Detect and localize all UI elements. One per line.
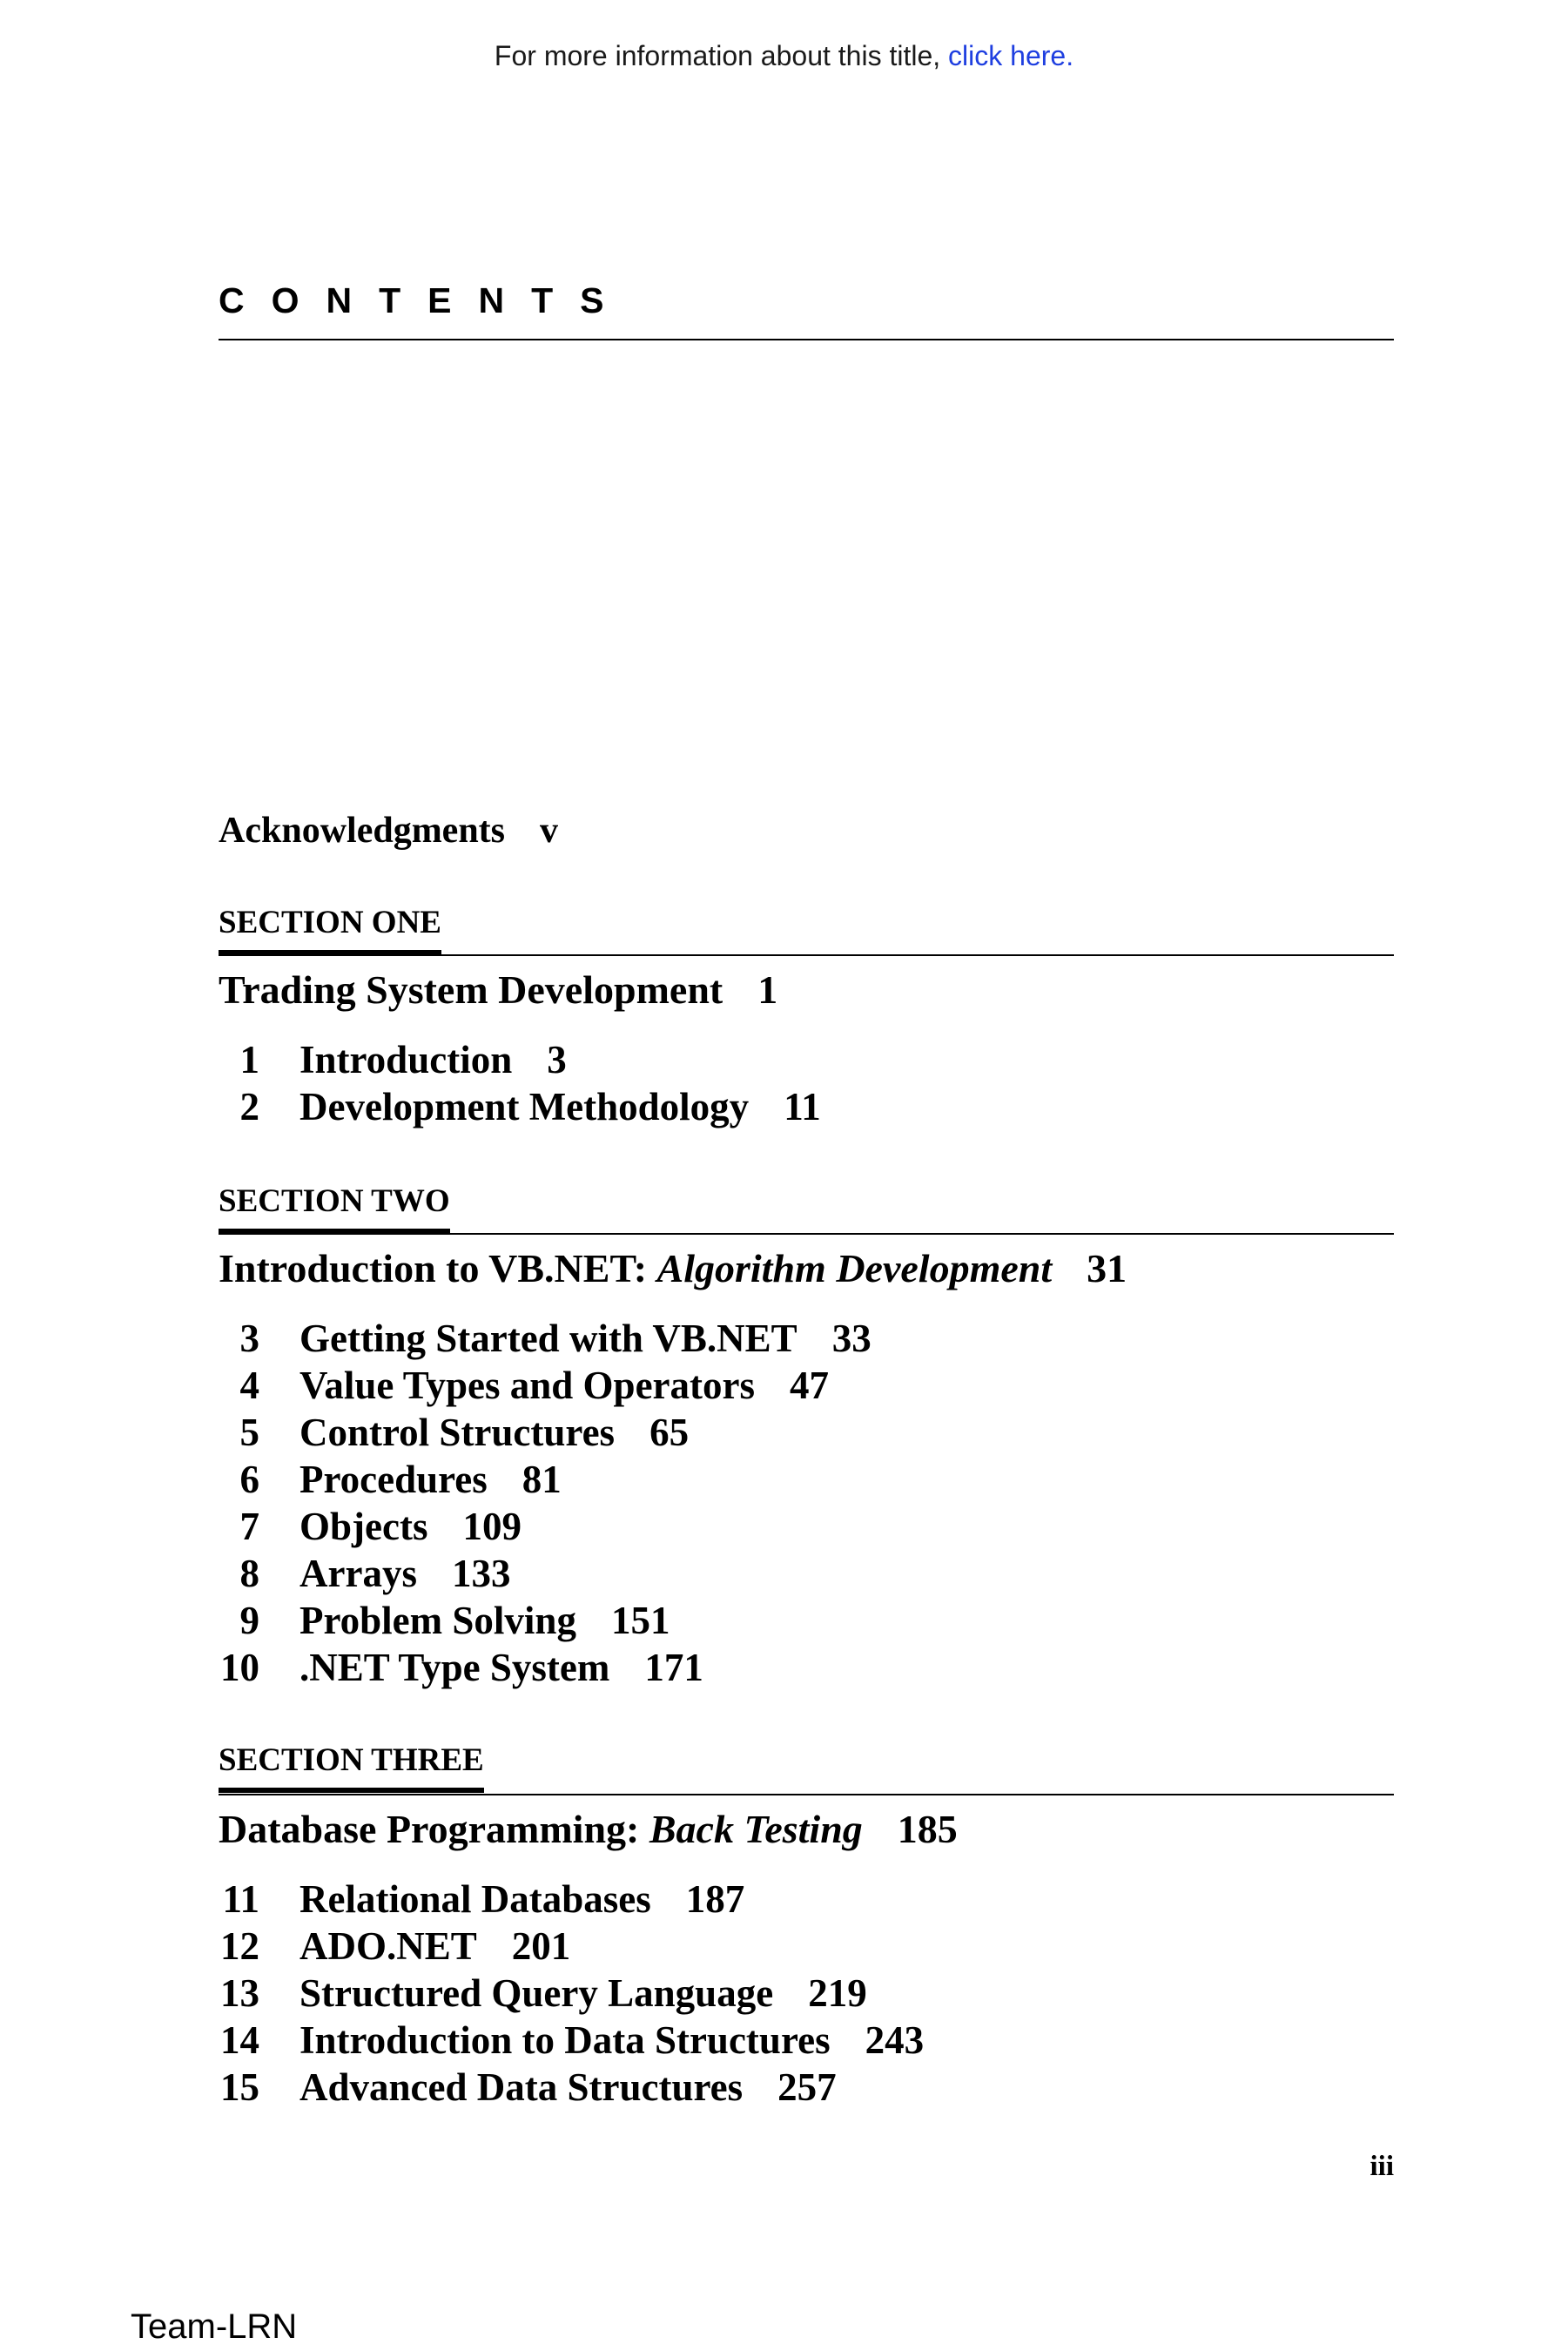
- contents-rule: [219, 339, 1394, 340]
- footer-watermark: Team-LRN: [131, 2307, 298, 2346]
- toc-chapter-9[interactable]: [219, 1597, 871, 1644]
- chapter-title: Development Methodology: [299, 1085, 750, 1128]
- toc-chapter-5[interactable]: [219, 1409, 871, 1456]
- toc-chapter-11[interactable]: [219, 1876, 924, 1923]
- contents-heading: CONTENTS: [219, 280, 631, 320]
- chapter-page: 33: [831, 1317, 871, 1360]
- chapter-number: 5: [239, 1411, 259, 1454]
- section-title-two[interactable]: [219, 1245, 1127, 1291]
- chapter-title: .NET Type System: [299, 1646, 610, 1689]
- chapter-title: Advanced Data Structures: [299, 2065, 744, 2109]
- chapter-number: 4: [239, 1364, 259, 1407]
- chapter-title: Arrays: [299, 1552, 417, 1595]
- toc-chapter-10[interactable]: [219, 1644, 871, 1691]
- chapter-page: 219: [808, 1971, 867, 2015]
- chapter-number: 2: [239, 1085, 259, 1128]
- chapter-page: 11: [784, 1085, 821, 1128]
- toc-chapter-13[interactable]: [219, 1970, 924, 2017]
- chapter-title: Problem Solving: [299, 1599, 576, 1642]
- chapter-number: 13: [220, 1971, 259, 2015]
- chapter-title: Relational Databases: [299, 1877, 651, 1921]
- chapter-number: 6: [239, 1458, 259, 1501]
- chapter-number: 10: [220, 1646, 259, 1689]
- section-title-text: Trading System Development: [219, 967, 723, 1012]
- chapter-page: 201: [511, 1924, 571, 1968]
- chapter-page: 171: [644, 1646, 703, 1689]
- chapter-page: 109: [462, 1505, 522, 1548]
- section-title-page: 31: [1087, 1246, 1127, 1290]
- toc-entry-acknowledgments[interactable]: [219, 810, 558, 852]
- chapter-number: 12: [220, 1924, 259, 1968]
- chapter-page: 133: [451, 1552, 511, 1595]
- chapter-title: Value Types and Operators: [299, 1364, 755, 1407]
- toc-chapter-15[interactable]: [219, 2064, 924, 2111]
- section-title-three[interactable]: [219, 1806, 958, 1852]
- toc-chapter-7[interactable]: [219, 1503, 871, 1550]
- chapter-list-section-two: [219, 1315, 871, 1691]
- chapter-page: 257: [777, 2065, 837, 2109]
- title-info-line: [0, 40, 1568, 72]
- chapter-list-section-three: [219, 1876, 924, 2111]
- chapter-number: 8: [239, 1552, 259, 1595]
- info-text: For more information about this title,: [494, 40, 941, 71]
- chapter-page: 187: [685, 1877, 745, 1921]
- chapter-number: 11: [222, 1877, 259, 1921]
- section-label-three: SECTION THREE: [219, 1741, 484, 1784]
- chapter-number: 14: [220, 2018, 259, 2062]
- chapter-number: 9: [239, 1599, 259, 1642]
- section-label-underline: [219, 1788, 484, 1793]
- chapter-title: Control Structures: [299, 1411, 616, 1454]
- chapter-title: Procedures: [299, 1458, 488, 1501]
- toc-entry-title: Acknowledgments: [219, 811, 506, 851]
- toc-chapter-12[interactable]: [219, 1923, 924, 1970]
- chapter-page: 151: [610, 1599, 670, 1642]
- chapter-number: 3: [239, 1317, 259, 1360]
- section-title-italic: Back Testing: [649, 1807, 863, 1851]
- chapter-page: 3: [547, 1038, 567, 1081]
- chapter-page: 81: [522, 1458, 562, 1501]
- toc-entry-page: v: [540, 811, 559, 851]
- toc-chapter-14[interactable]: [219, 2017, 924, 2064]
- chapter-number: 1: [239, 1038, 259, 1081]
- chapter-list-section-one: [219, 1036, 821, 1130]
- chapter-title: ADO.NET: [299, 1924, 477, 1968]
- toc-chapter-1[interactable]: [219, 1036, 821, 1083]
- section-title-page: 1: [757, 967, 778, 1012]
- section-title-text: Database Programming:: [219, 1807, 640, 1851]
- chapter-number: 15: [220, 2065, 259, 2109]
- chapter-title: Introduction: [299, 1038, 513, 1081]
- toc-chapter-4[interactable]: [219, 1362, 871, 1409]
- section-title-italic: Algorithm Development: [656, 1246, 1053, 1290]
- toc-chapter-2[interactable]: [219, 1083, 821, 1130]
- section-title-one[interactable]: [219, 967, 777, 1013]
- chapter-title: Structured Query Language: [299, 1971, 774, 2015]
- click-here-link[interactable]: click here.: [948, 40, 1074, 71]
- toc-chapter-6[interactable]: [219, 1456, 871, 1503]
- toc-chapter-8[interactable]: [219, 1550, 871, 1597]
- page-folio: iii: [1369, 2151, 1394, 2182]
- chapter-title: Introduction to Data Structures: [299, 2018, 831, 2062]
- section-rule-three: [219, 1794, 1394, 1795]
- chapter-title: Getting Started with VB.NET: [299, 1317, 797, 1360]
- chapter-page: 65: [649, 1411, 690, 1454]
- toc-chapter-3[interactable]: [219, 1315, 871, 1362]
- section-label-two: SECTION TWO: [219, 1182, 450, 1225]
- section-label-one: SECTION ONE: [219, 904, 441, 946]
- section-title-text: Introduction to VB.NET:: [219, 1246, 648, 1290]
- section-title-page: 185: [897, 1807, 958, 1851]
- section-rule-two: [219, 1233, 1394, 1235]
- chapter-title: Objects: [299, 1505, 428, 1548]
- chapter-number: 7: [239, 1505, 259, 1548]
- section-rule-one: [219, 954, 1394, 956]
- chapter-page: 243: [865, 2018, 925, 2062]
- chapter-page: 47: [790, 1364, 829, 1407]
